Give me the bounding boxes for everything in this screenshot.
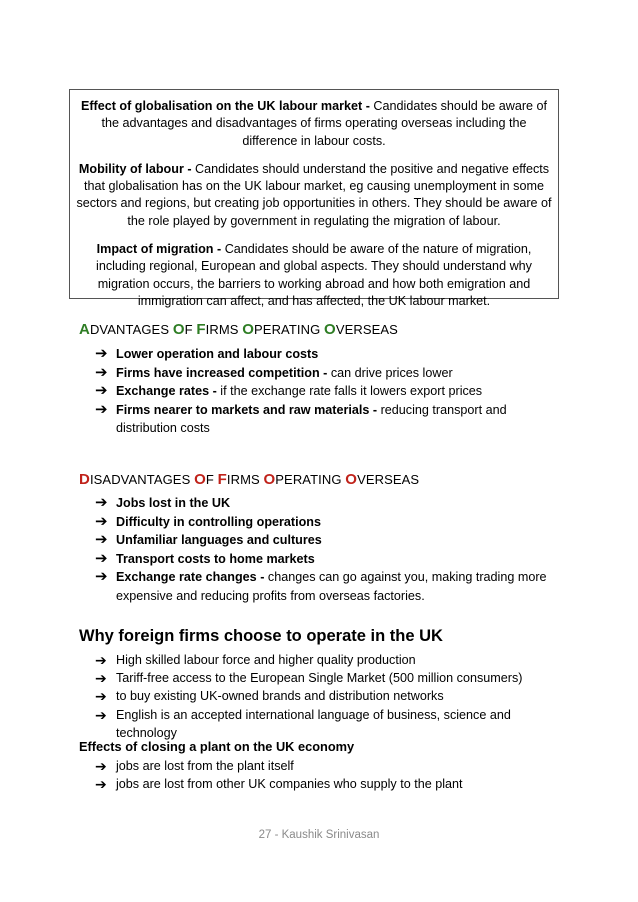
list-item	[95, 775, 535, 793]
item-bold: Firms nearer to markets and raw materials -	[116, 402, 381, 417]
spec-text-mobility: Candidates should understand the positive and negative effects that globalisation has on the UK labour market, eg causing unemployment in some sectors and regions, but creating job opportunities in others. They should be aware of the role played by government in regulating the migration of labour.	[76, 161, 552, 228]
advantages-heading	[79, 321, 398, 338]
heading-rest: DVANTAGES	[89, 322, 173, 337]
disadvantages-list	[95, 494, 555, 606]
arrow-right-icon: ➔	[95, 531, 108, 549]
item-text: to buy existing UK-owned brands and distribution networks	[116, 689, 444, 704]
arrow-right-icon: ➔	[95, 400, 108, 418]
spec-paragraph-mobility	[76, 161, 552, 230]
disadvantages-heading	[79, 471, 419, 488]
list-item	[95, 345, 555, 364]
list-item	[95, 568, 555, 605]
heading-rest: IRMS	[205, 322, 243, 337]
effects-heading: Effects of closing a plant on the UK economy	[79, 739, 355, 754]
why-list	[95, 651, 535, 742]
arrow-right-icon: ➔	[95, 568, 108, 586]
item-text: can drive prices lower	[330, 365, 453, 380]
heading-rest: VERSEAS	[357, 472, 420, 487]
spec-paragraph-migration	[76, 241, 552, 310]
heading-capital: F	[217, 471, 227, 488]
list-item	[95, 364, 555, 383]
arrow-right-icon: ➔	[95, 549, 108, 567]
list-item	[95, 757, 535, 775]
item-text: High skilled labour force and higher quality production	[116, 653, 416, 667]
list-item	[95, 531, 555, 550]
heading-rest: F	[184, 322, 197, 337]
spec-paragraph-globalisation	[76, 98, 552, 150]
list-item	[95, 687, 535, 705]
heading-capital: O	[263, 471, 276, 488]
page-footer: 27 - Kaushik Srinivasan	[258, 829, 380, 841]
item-bold: Exchange rates -	[116, 384, 221, 399]
heading-capital: D	[79, 471, 90, 488]
item-text: jobs are lost from other UK companies who supply to the plant	[116, 777, 463, 792]
spec-text-migration: Candidates should be aware of the nature of migration, including regional, European and global aspects. They should understand why migration occurs, the barriers to working abroad and how both emigration and immigration can affect, and has affected, the UK labour market.	[96, 242, 532, 308]
arrow-right-icon: ➔	[95, 494, 108, 511]
list-item	[95, 513, 555, 532]
spec-title-mobility: Mobility of labour -	[78, 161, 196, 176]
item-text: reducing transport and distribution costs	[116, 402, 507, 436]
heading-capital: O	[194, 471, 206, 488]
item-bold: Transport costs to home markets	[116, 551, 315, 566]
heading-capital: O	[324, 321, 336, 338]
arrow-right-icon: ➔	[95, 758, 107, 774]
spec-title-migration: Impact of migration -	[96, 242, 225, 257]
arrow-right-icon: ➔	[95, 706, 107, 723]
heading-rest: ISADVANTAGES	[89, 472, 195, 487]
list-item	[95, 382, 555, 401]
heading-rest: F	[205, 472, 218, 487]
arrow-right-icon: ➔	[95, 512, 108, 530]
advantages-list	[95, 345, 555, 438]
heading-capital: A	[79, 321, 90, 338]
heading-rest: VERSEAS	[335, 322, 398, 337]
item-text: English is an accepted international language of business, science and technology	[116, 707, 511, 740]
effects-list	[95, 757, 535, 793]
heading-rest: PERATING	[275, 472, 346, 487]
item-text: changes can go against you, making trading more expensive and reducing profits from overseas factories.	[116, 570, 547, 603]
item-text: if the exchange rate falls it lowers export prices	[220, 384, 483, 399]
heading-rest: PERATING	[254, 322, 325, 337]
list-item	[95, 550, 555, 569]
spec-box	[69, 89, 559, 308]
item-text: jobs are lost from the plant itself	[116, 759, 294, 773]
heading-capital: O	[345, 471, 358, 488]
item-bold: Firms have increased competition -	[116, 365, 331, 380]
list-item	[95, 669, 535, 687]
list-item	[95, 401, 555, 438]
spec-title-globalisation: Effect of globalisation on the UK labour market -	[80, 99, 374, 113]
arrow-right-icon: ➔	[95, 382, 108, 400]
list-item	[95, 651, 535, 669]
item-bold: Unfamiliar languages and cultures	[116, 533, 322, 548]
heading-rest: IRMS	[226, 472, 264, 487]
item-text: Tariff-free access to the European Single Market (500 million consumers)	[116, 671, 523, 686]
arrow-right-icon: ➔	[95, 776, 107, 793]
heading-capital: F	[196, 321, 206, 338]
list-item	[95, 706, 535, 742]
arrow-right-icon: ➔	[95, 670, 107, 687]
heading-capital: O	[172, 321, 185, 338]
heading-capital: O	[242, 321, 255, 338]
arrow-right-icon: ➔	[95, 688, 107, 705]
item-bold: Exchange rate changes -	[116, 570, 268, 585]
list-item	[95, 494, 555, 513]
arrow-right-icon: ➔	[95, 652, 107, 668]
arrow-right-icon: ➔	[95, 345, 108, 362]
item-bold: Lower operation and labour costs	[116, 347, 319, 361]
item-bold: Difficulty in controlling operations	[116, 514, 321, 529]
why-heading: Why foreign firms choose to operate in the UK	[79, 627, 443, 645]
arrow-right-icon: ➔	[95, 363, 108, 381]
item-bold: Jobs lost in the UK	[116, 496, 231, 510]
spec-text-globalisation: Candidates should be aware of the advantages and disadvantages of firms operating overseas including the difference in labour costs.	[101, 99, 548, 148]
